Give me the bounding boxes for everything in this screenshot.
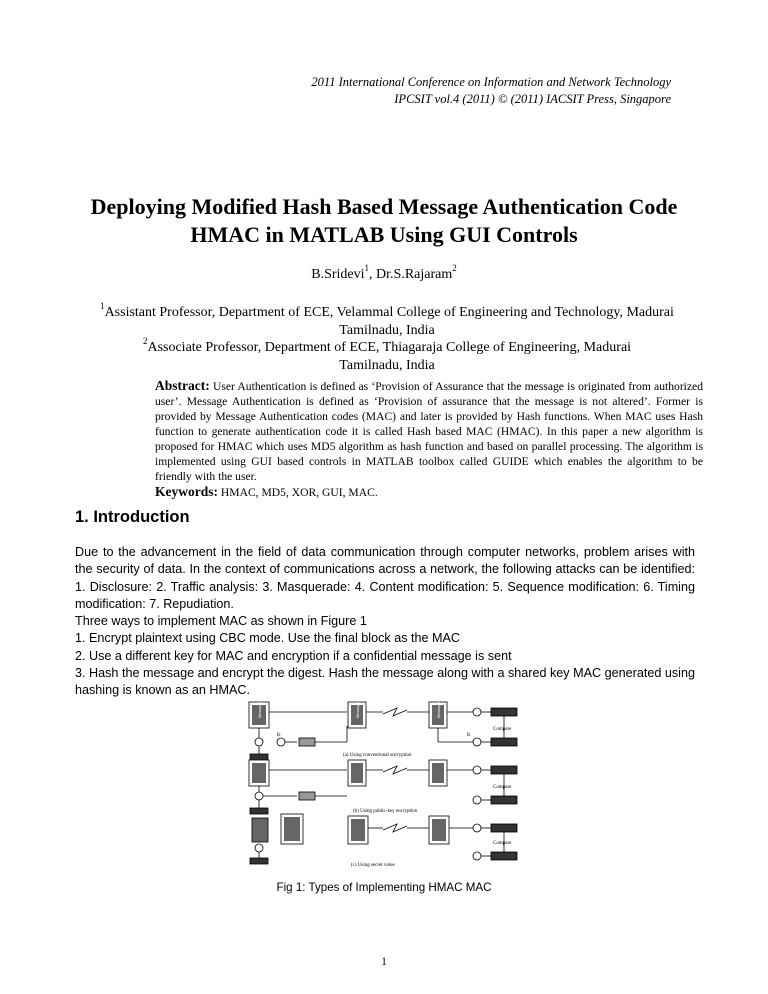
affiliation-1-line-1 <box>82 301 692 322</box>
abstract-label: Abstract: <box>155 378 210 393</box>
title-line-2: HMAC in MATLAB Using GUI Controls <box>190 222 578 247</box>
affiliation-2-sup: 2 <box>142 336 148 347</box>
figure-compare-c: Compare <box>493 841 512 846</box>
author-separator: , <box>369 267 377 282</box>
figure-sublabel-a: (a) Using conventional encryption <box>343 753 412 758</box>
intro-list-item-2: 2. Use a different key for MAC and encryption if a confidential message is sent <box>75 648 512 663</box>
introduction-body <box>75 544 695 700</box>
figure-1-mac-diagram <box>247 700 527 868</box>
section-heading-introduction: 1. Introduction <box>75 508 190 526</box>
affiliation-1-text: Assistant Professor, Department of ECE, Velammal College of Engineering and Technology, Madurai <box>104 305 674 320</box>
figure-key-a: K <box>277 733 281 738</box>
header-line-1: 2011 International Conference on Information and Network Technology <box>311 75 671 89</box>
author-line <box>0 263 768 283</box>
figure-compare-b: Compare <box>493 785 512 790</box>
affiliations <box>82 301 692 374</box>
figure-row-c <box>250 814 517 864</box>
paper-title <box>0 193 768 249</box>
abstract-text: User Authentication is defined as ‘Provision of Assurance that the message is originated from authorized user’. Message Authentication is defined as ‘Provision of assurance that the message is not altered’. Former is provided by Message Authentication codes (MAC) and later is provided by Hash functions. When MAC uses Hash function to generate authentication code it is called Hash based MAC (HMAC). In this paper a new algorithm is proposed for HMAC which uses MD5 algorithm as hash function and based on parallel processing. The algorithm is implemented using GUI based controls in MATLAB toolbox called GUIDE which enables the algorithm to be friendly with the user. <box>155 380 703 483</box>
author-1-sup: 1 <box>364 263 370 274</box>
figure-row-b <box>249 760 517 814</box>
affiliation-2-line-2: Tamilnadu, India <box>339 357 435 373</box>
affiliation-2-text: Associate Professor, Department of ECE, Thiagaraja College of Engineering, Madurai <box>147 340 632 355</box>
intro-line-figure-ref: Three ways to implement MAC as shown in Figure 1 <box>75 614 367 629</box>
figure-box-label-a3: Message <box>436 701 441 718</box>
abstract <box>155 378 703 484</box>
author-2-sup: 2 <box>452 263 457 274</box>
figure-box-label-a2: Message <box>355 701 360 718</box>
figure-compare-a: Compare <box>493 727 512 732</box>
intro-list-item-1: 1. Encrypt plaintext using CBC mode. Use the final block as the MAC <box>75 631 460 646</box>
author-1-name: B.Sridevi <box>311 267 365 282</box>
affiliation-1-sup: 1 <box>100 301 105 312</box>
title-line-1: Deploying Modified Hash Based Message Authentication Code <box>90 194 678 219</box>
header-line-2: IPCSIT vol.4 (2011) © (2011) IACSIT Press, Singapore <box>394 92 671 106</box>
keywords <box>155 484 378 500</box>
keywords-text: HMAC, MD5, XOR, GUI, MAC. <box>218 486 378 499</box>
figure-key-a2: K <box>467 733 471 738</box>
keywords-label: Keywords: <box>155 484 218 499</box>
page-number: 1 <box>381 955 387 968</box>
figure-box-label-a1: Message <box>257 701 262 718</box>
figure-sublabel-c: (c) Using secret value <box>351 863 395 868</box>
affiliation-2-line-1 <box>82 336 692 357</box>
intro-paragraph: Due to the advancement in the field of data communication through computer networks, problem arises with the security of data. In the context of communications across a network, the following attacks can be identified: 1. Disclosure: 2. Traffic analysis: 3. Masquerade: 4. Content modification: 5. Sequence modification: 6. Timing modification: 7. Repudiation. <box>75 545 695 611</box>
conference-header <box>311 74 671 108</box>
affiliation-1-line-2: Tamilnadu, India <box>339 322 435 338</box>
author-2-name: Dr.S.Rajaram <box>376 267 453 282</box>
figure-1-caption: Fig 1: Types of Implementing HMAC MAC <box>276 881 492 894</box>
intro-list-item-3: 3. Hash the message and encrypt the digest. Hash the message along with a shared key MAC generated using hashing is known as an HMAC. <box>75 666 695 698</box>
figure-sublabel-b: (b) Using public-key encryption <box>353 809 418 814</box>
